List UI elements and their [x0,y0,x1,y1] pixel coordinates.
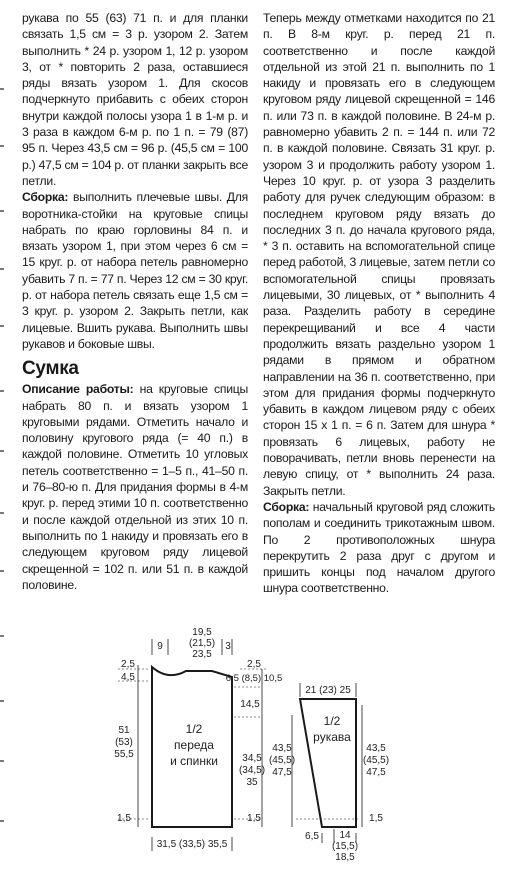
bag-instructions-paragraph: Теперь между отметками находится по 21 п. В 8-м круг. р. перед 21 п. соответственно и после каждой отдельной из этой 21 п. выполнить по 1 накиду и провязать его в следующем круговом ряду лицевой скрещенной = 146 п. или 73 п. в каждой половине. В 24-м р. равномерно убавить 2 п. = 144 п. или 72 п. в каждой половине. Связать 31 круг. р. узором 3 и продолжить работу узором 1. Через 10 круг. р. от узора 3 разделить работу для ручек следующим образом: в последнем круговом ряду вязать до последних 3 п. до начала кругового ряда, * 3 п. оставить на вспомогательной спице перед работой, 3 лицевые, затем петли со вспомогательной спицы провязать лицевыми, 30 лицевых, от * выполнить 4 раза. Разделить работу в середине перекрещиваний и все 4 части продолжить вязать раздельно узором 1 рядами в прямом и обратном направлении на 36 п. соответственно, при этом для придания формы подчеркнуто убавить в каждом лицевом ряду с обеих сторон 15 x 1 п. = 6 п. Затем для шнура * провязать 6 лицевых, работу не поворачивать, петли вновь перенести на левую спицу, от * выполнить 24 раза. Закрыть петли. [263,11,495,498]
sleeve-bottom-width-1: 14 [339,830,351,841]
body-shoulder-drop-left-1: 2,5 [121,659,135,670]
body-side-height-3: 35 [246,777,258,788]
sleeve-right-height-3: 47,5 [366,767,386,778]
bag-assembly-text: начальный круговой ряд сложить пополам и соединить трикотажным швом. По 2 противоположных шнура перекрутить 2 раза друг с другом и пришить концы под началом другого шнура соответственно. [263,499,495,596]
left-text-column [22,10,248,593]
bag-section-title: Сумка [22,358,79,380]
body-piece-label-2: переда [174,738,214,752]
body-shoulder-drop-left-2: 4,5 [121,672,135,683]
body-neck-width-3: 23,5 [192,649,212,660]
sleeve-instructions-paragraph: рукава по 55 (63) 71 п. и для планки связать 1,5 см = 3 р. узором 2. Затем выполнить * 24 р. узором 1, 12 р. узором 3, от * повторить 2 раза, оставшиеся ряды вязать узором 1. Для скосов подчеркнуто прибавить с обеих сторон внутри каждой полосы узора 1 в 1-м р. и 3 раза в каждом 6-м р. по 1 п. = 79 (87) 95 п. Через 43,5 см = 96 р. (45,5 см = 100 р.) 47,5 см = 104 р. от планки закрыть все петли. [22,11,248,188]
body-top-right-width: 3 [225,641,231,652]
sleeve-bottom-left: 6,5 [305,831,319,842]
body-piece-label-3: и спинки [170,754,218,768]
sleeve-bottom-width-2: (15,5) [331,841,359,852]
sleeve-left-height-3: 47,5 [272,767,292,778]
sleeve-left-height-2: (45,5) [268,755,296,766]
work-description-text: на круговые спицы набрать 80 п. и вязать узором 1 круговыми рядами. Отметить начало и половину кругового ряда (= 40 п.) в каждой половине. Отметить 10 угловых петель соответственно = 1–5 п., 41–50 п. и 76–80-ю п. Для придания формы в 4-м круг. р. перед этими 10 п. соответственно и после каждой отдельной из этих 10 п. выполнить по 1 накиду и провязать его в следующем круговом ряду лицевой скрещенной = 102 п. или 51 п. в каждой половине. [22,382,248,592]
sleeve-right-height-1: 43,5 [366,743,386,754]
body-hem-right: 1,5 [247,813,261,824]
body-total-height-2: (53) [115,737,133,748]
sleeve-left-height-1: 43,5 [272,743,292,754]
body-neck-width-1: 19,5 [192,627,212,638]
sleeve-piece-label-2: рукава [313,730,351,744]
body-total-height-3: 55,5 [114,749,134,760]
body-bottom-width: 31,5 (33,5) 35,5 [156,839,228,850]
body-neck-depth: 6,5 (8,5) 10,5 [225,673,283,684]
jacket-assembly-paragraph [22,189,248,352]
bag-assembly-label: Сборка: [263,499,310,514]
body-shoulder-drop-right: 2,5 [247,659,261,670]
sleeve-hem: 1,5 [369,813,383,824]
sleeve-right-height-2: (45,5) [362,755,390,766]
body-piece-label-1: 1/2 [185,722,203,736]
body-total-height-1: 51 [118,725,130,736]
bag-assembly-paragraph [263,499,495,597]
work-description-label: Описание работы: [22,382,134,397]
sleeve-bottom-width-3: 18,5 [335,852,355,863]
sleeve-top-width: 21 (23) 25 [305,685,351,696]
sleeve-piece-label-1: 1/2 [323,714,341,728]
assembly-text: выполнить плечевые швы. Для воротника-стойки на круговые спицы набрать по краю горловины 84 п. и вязать узором 1, при этом через 6 см = 15 круг. р. от набора петель равномерно убавить 7 п. = 77 п. Через 12 см = 30 круг. р. от набора петель связать еще 1,5 см = 3 круг. р. узором 2. Закрыть петли, как лицевые. Вшить рукава. Выполнить швы рукавов и боковые швы. [22,190,248,351]
body-side-height-2: (34,5) [238,765,266,776]
body-top-left-width: 9 [157,641,163,652]
body-side-height-1: 34,5 [242,753,262,764]
body-hem-left: 1,5 [117,813,131,824]
body-neck-width-2: (21,5) [188,638,216,649]
body-armhole-depth: 14,5 [240,699,260,710]
right-text-column [263,10,495,597]
pattern-schematic [0,625,511,870]
assembly-label: Сборка: [22,190,69,205]
bag-work-description-paragraph [22,381,248,593]
